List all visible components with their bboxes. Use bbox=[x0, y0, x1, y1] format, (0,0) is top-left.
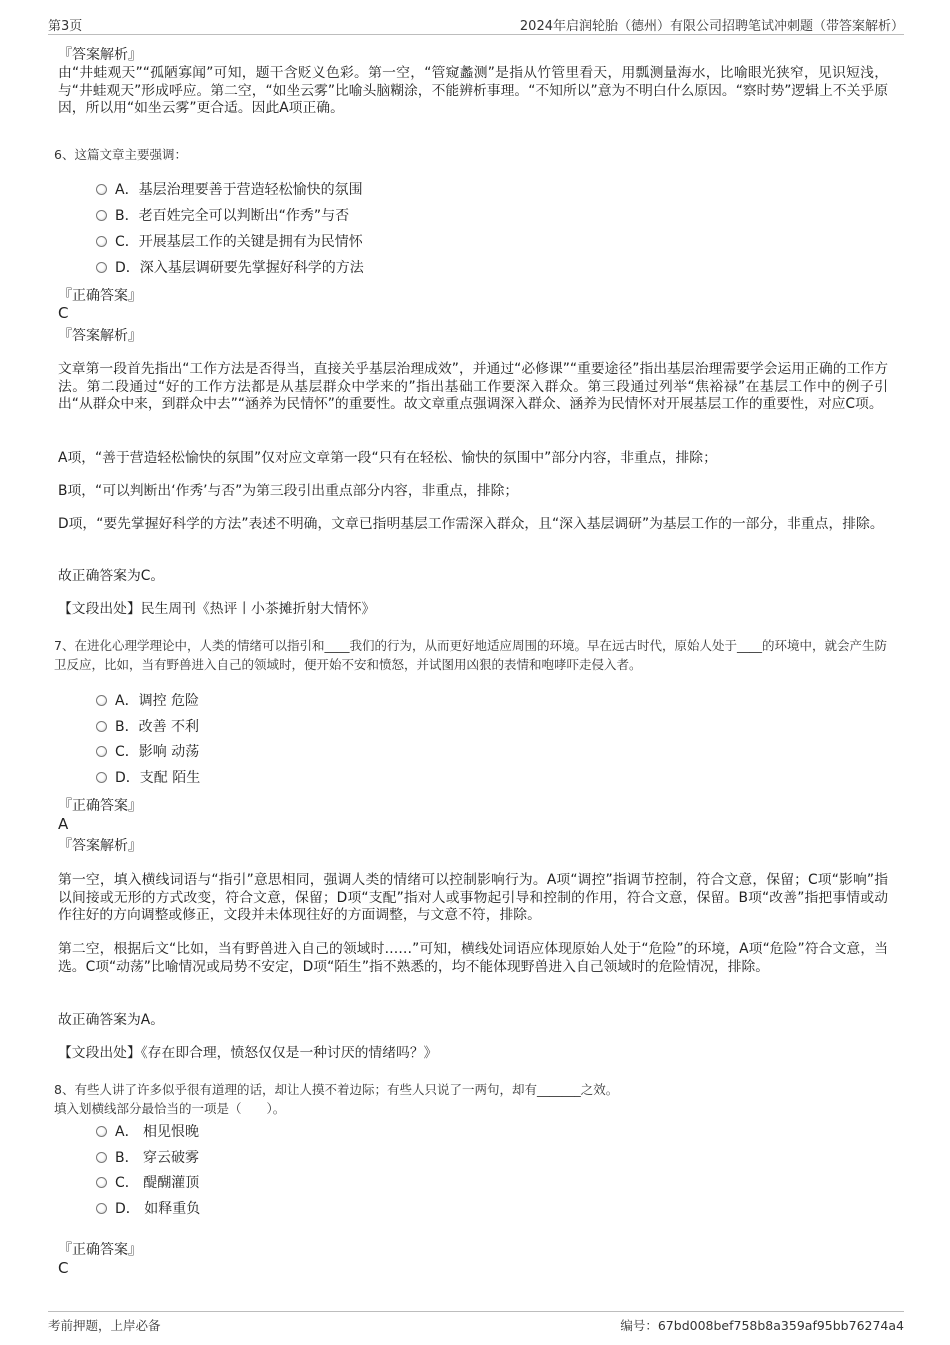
footer-slogan: 考前押题，上岸必备 bbox=[48, 1318, 161, 1333]
q7-correct-label: 『正确答案』 bbox=[58, 798, 142, 814]
q7-analysis-p1: 第一空，填入横线词语与“指引”意思相同，强调人类的情绪可以控制影响行为。A项“调控”指调节控制，符合文意，保留；C项“影响”指以间接或无形的方式改变，符合文意，保留；D项“支配”指对人或事物起引导和控制的作用，符合文意，保留。B项“改善”指把事情或动作往好的方向调整或修正，文段并未体现往好的方面调整，与文意不符，排除。 bbox=[58, 872, 888, 923]
radio-icon[interactable] bbox=[96, 236, 107, 247]
radio-icon[interactable] bbox=[96, 262, 107, 273]
q6-analysis-label: 『答案解析』 bbox=[58, 328, 142, 344]
q6-source: 【文段出处】民生周刊《热评丨小茶摊折射大情怀》 bbox=[58, 601, 376, 617]
q6-option-c[interactable]: C．开展基层工作的关键是拥有为民情怀 bbox=[96, 232, 363, 252]
q7-question: 7、在进化心理学理论中，人类的情绪可以指引和____我们的行为，从而更好地适应周围的环境。早在远古时代，原始人处于____的环境中，就会产生防卫反应，比如，当有野兽进入自己的领域时，便开始不安和愤怒，并试图用凶狠的表情和咆哮吓走侵入者。 bbox=[54, 638, 887, 672]
q6-question: 6、这篇文章主要强调： bbox=[54, 147, 187, 162]
q6-option-d[interactable]: D．深入基层调研要先掌握好科学的方法 bbox=[96, 258, 364, 278]
q6-option-a[interactable]: A．基层治理要善于营造轻松愉快的氛围 bbox=[96, 180, 363, 200]
document-title: 2024年启润轮胎（德州）有限公司招聘笔试冲刺题（带答案解析） bbox=[519, 19, 904, 34]
radio-icon[interactable] bbox=[96, 772, 107, 783]
q7-option-c[interactable]: C．影响 动荡 bbox=[96, 742, 199, 762]
page-number: 第3页 bbox=[48, 19, 83, 34]
q6-correct-label: 『正确答案』 bbox=[58, 288, 142, 304]
q5-analysis-label: 『答案解析』 bbox=[58, 47, 142, 63]
q6-analysis-p1: 文章第一段首先指出“工作方法是否得当，直接关乎基层治理成效”，并通过“必修课”“重要途径”指出基层治理需要学会运用正确的工作方法。第二段通过“好的工作方法都是从基层群众中学来的”指出基础工作要深入群众。第三段通过列举“焦裕禄”在基层工作中的例子引出“从群众中来，到群众中去”“涵养为民情怀”的重要性。故文章重点强调深入群众、涵养为民情怀对开展基层工作的重要性，对应C项。 bbox=[58, 361, 888, 412]
radio-icon[interactable] bbox=[96, 721, 107, 732]
q5-analysis-text: 由“井蛙观天”“孤陋寡闻”可知，题干含贬义色彩。第一空，“管窥蠡测”是指从竹管里看天，用瓢测量海水，比喻眼光狭窄，见识短浅，与“井蛙观天”形成呼应。第二空，“如坐云雾”比喻头脑糊涂，不能辨析事理。“不知所以”意为不明白什么原因。“察时势”逻辑上不关乎原因，所以用“如坐云雾”更合适。因此A项正确。 bbox=[58, 65, 888, 116]
q7-analysis-label: 『答案解析』 bbox=[58, 838, 142, 854]
radio-icon[interactable] bbox=[96, 1203, 107, 1214]
q8-option-d[interactable]: D． 如释重负 bbox=[96, 1199, 200, 1219]
radio-icon[interactable] bbox=[96, 695, 107, 706]
radio-icon[interactable] bbox=[96, 184, 107, 195]
document-id: 编号：67bd008bef758b8a359af95bb76274a4 bbox=[620, 1318, 904, 1333]
q8-question: 8、有些人讲了许多似乎很有道理的话，却让人摸不着边际；有些人只说了一两句，却有_______之效。 bbox=[54, 1082, 619, 1097]
q7-option-a[interactable]: A．调控 危险 bbox=[96, 691, 199, 711]
page-footer bbox=[48, 1311, 904, 1336]
q7-option-b[interactable]: B．改善 不利 bbox=[96, 717, 199, 737]
radio-icon[interactable] bbox=[96, 1126, 107, 1137]
q6-analysis-p2: A项，“善于营造轻松愉快的氛围”仅对应文章第一段“只有在轻松、愉快的氛围中”部分内容，非重点，排除； bbox=[58, 450, 717, 466]
q7-correct-answer: A bbox=[58, 815, 69, 833]
q8-option-a[interactable]: A． 相见恨晚 bbox=[96, 1122, 199, 1142]
q6-option-b[interactable]: B．老百姓完全可以判断出“作秀”与否 bbox=[96, 206, 349, 226]
q8-option-c[interactable]: C． 醍醐灌顶 bbox=[96, 1173, 199, 1193]
q7-analysis-p3: 故正确答案为A。 bbox=[58, 1012, 165, 1028]
q6-correct-answer: C bbox=[58, 304, 69, 322]
q8-correct-label: 『正确答案』 bbox=[58, 1242, 142, 1258]
radio-icon[interactable] bbox=[96, 210, 107, 221]
q6-analysis-p5: 故正确答案为C。 bbox=[58, 568, 165, 584]
q8-option-b[interactable]: B． 穿云破雾 bbox=[96, 1148, 199, 1168]
q8-question-instruction: 填入划横线部分最恰当的一项是（ ）。 bbox=[54, 1101, 286, 1116]
page-header bbox=[48, 12, 904, 35]
q6-analysis-p4: D项，“要先掌握好科学的方法”表述不明确，文章已指明基层工作需深入群众，且“深入基层调研”为基层工作的一部分，非重点，排除。 bbox=[58, 516, 884, 532]
q7-analysis-p2: 第二空，根据后文“比如，当有野兽进入自己的领域时……”可知，横线处词语应体现原始人处于“危险”的环境，A项“危险”符合文意，当选。C项“动荡”比喻情况或局势不安定，D项“陌生”指不熟悉的，均不能体现野兽进入自己领域时的危险情况，排除。 bbox=[58, 941, 888, 975]
radio-icon[interactable] bbox=[96, 1152, 107, 1163]
q6-analysis-p3: B项，“可以判断出‘作秀’与否”为第三段引出重点部分内容，非重点，排除； bbox=[58, 483, 519, 499]
q8-correct-answer: C bbox=[58, 1259, 69, 1277]
q7-source: 【文段出处】《存在即合理，愤怒仅仅是一种讨厌的情绪吗？》 bbox=[58, 1045, 438, 1061]
radio-icon[interactable] bbox=[96, 1177, 107, 1188]
radio-icon[interactable] bbox=[96, 746, 107, 757]
q7-option-d[interactable]: D．支配 陌生 bbox=[96, 768, 200, 788]
